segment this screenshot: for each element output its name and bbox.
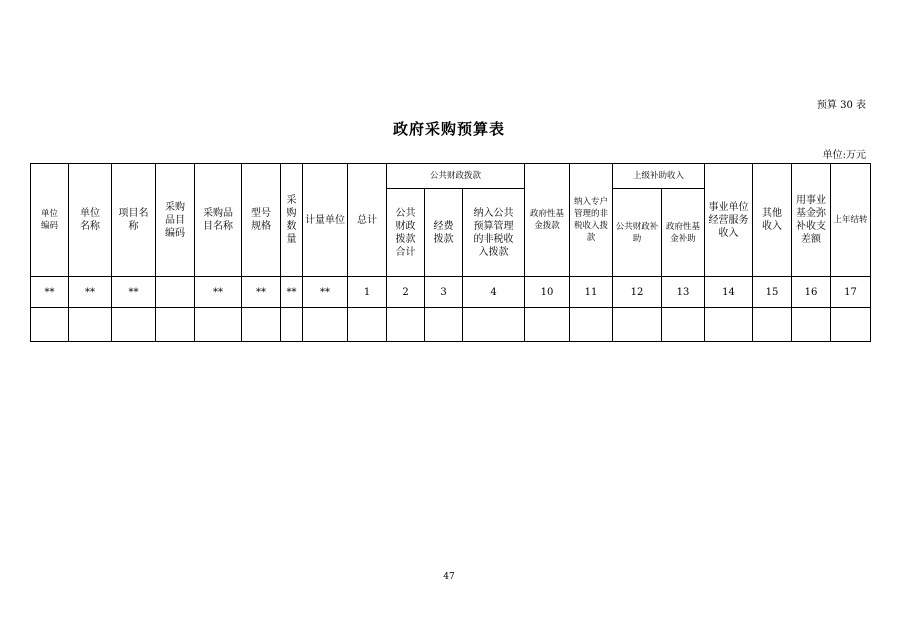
index-cell: 1	[348, 277, 387, 308]
index-cell: 10	[525, 277, 570, 308]
data-cell	[69, 308, 112, 342]
data-cell	[753, 308, 792, 342]
header-public-finance-group: 公共财政拨款	[387, 164, 525, 189]
header-quantity: 采购数量	[281, 164, 303, 277]
data-cell	[525, 308, 570, 342]
header-prev-year-carryover: 上年结转	[831, 164, 871, 277]
data-cell	[195, 308, 242, 342]
data-cell	[425, 308, 463, 342]
index-cell: 14	[705, 277, 753, 308]
header-model-spec: 型号规格	[242, 164, 281, 277]
data-cell	[705, 308, 753, 342]
data-cell	[31, 308, 69, 342]
data-cell	[242, 308, 281, 342]
header-non-tax-in-budget: 纳入公共预算管理的非税收入拨款	[463, 189, 525, 277]
procurement-budget-table	[30, 163, 871, 342]
index-cell: **	[242, 277, 281, 308]
index-cell: 15	[753, 277, 792, 308]
header-sup-gov-fund: 政府性基金补助	[662, 189, 705, 277]
header-total: 总计	[348, 164, 387, 277]
header-sup-public-finance: 公共财政补助	[613, 189, 662, 277]
header-measure-unit: 计量单位	[303, 164, 348, 277]
table-row	[31, 308, 871, 342]
data-cell	[303, 308, 348, 342]
header-unit-code: 单位编码	[31, 164, 69, 277]
page-title: 政府采购预算表	[392, 120, 505, 138]
data-cell	[570, 308, 613, 342]
header-fund-for-deficit: 用事业基金弥补收支差额	[792, 164, 831, 277]
unit-label: 单位:万元	[822, 150, 866, 161]
index-cell: 13	[662, 277, 705, 308]
index-cell: **	[69, 277, 112, 308]
index-cell: 4	[463, 277, 525, 308]
data-cell	[281, 308, 303, 342]
header-other-income: 其他收入	[753, 164, 792, 277]
header-item-name: 采购品目名称	[195, 164, 242, 277]
index-cell: **	[31, 277, 69, 308]
data-cell	[112, 308, 156, 342]
index-cell: 12	[613, 277, 662, 308]
header-gov-fund: 政府性基金拨款	[525, 164, 570, 277]
index-cell: **	[112, 277, 156, 308]
data-cell	[463, 308, 525, 342]
page-number: 47	[443, 572, 455, 582]
header-special-non-tax: 纳入专户管理的非税收入拨款	[570, 164, 613, 277]
header-operating-funds: 经费拨款	[425, 189, 463, 277]
table-row	[31, 277, 871, 308]
index-cell: **	[303, 277, 348, 308]
index-cell: 16	[792, 277, 831, 308]
index-cell: **	[281, 277, 303, 308]
data-cell	[387, 308, 425, 342]
index-cell: 11	[570, 277, 613, 308]
header-unit-name: 单位名称	[69, 164, 112, 277]
index-cell: 2	[387, 277, 425, 308]
header-superior-subsidy-group: 上级补助收入	[613, 164, 705, 189]
data-cell	[792, 308, 831, 342]
header-item-code: 采购品目编码	[156, 164, 195, 277]
index-cell: 3	[425, 277, 463, 308]
data-cell	[831, 308, 871, 342]
form-number: 预算 30 表	[816, 100, 866, 111]
header-project-name: 项目名称	[112, 164, 156, 277]
data-cell	[156, 308, 195, 342]
index-cell: 17	[831, 277, 871, 308]
index-cell: **	[195, 277, 242, 308]
data-cell	[613, 308, 662, 342]
index-cell	[156, 277, 195, 308]
data-cell	[662, 308, 705, 342]
header-business-income: 事业单位经营服务收入	[705, 164, 753, 277]
header-pf-subtotal: 公共财政拨款合计	[387, 189, 425, 277]
data-cell	[348, 308, 387, 342]
